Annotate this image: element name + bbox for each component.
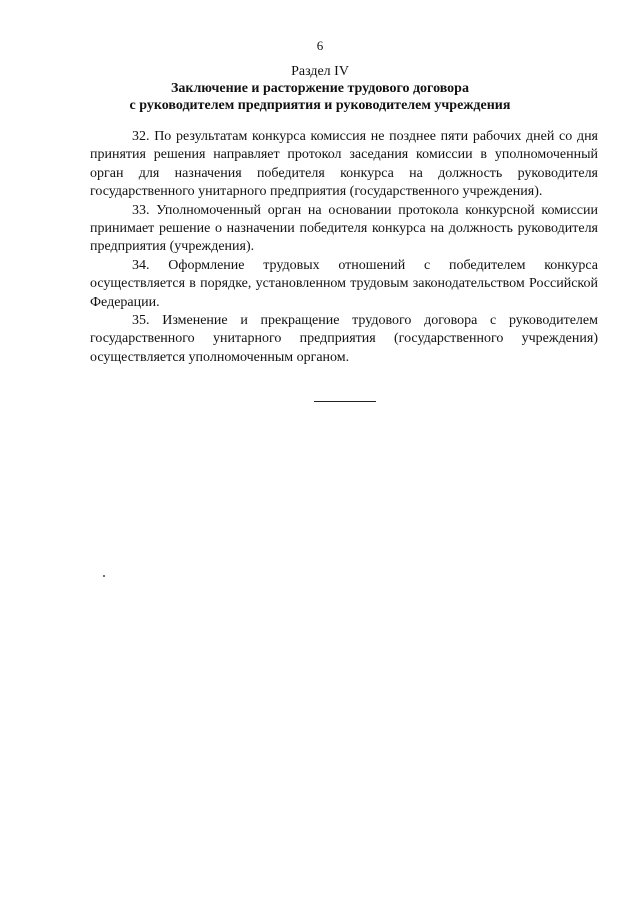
section-title-line-2: с руководителем предприятия и руководителем учреждения [129, 98, 511, 113]
section-title-line-1: Заключение и расторжение трудового договора [171, 81, 469, 96]
paragraph-32: 32. По результатам конкурса комиссия не позднее пяти рабочих дней со дня принятия решения направляет протокол заседания комиссии в уполномоченный орган для назначения победителя конкурса на должность руководителя государственного унитарного предприятия (государственного учреждения). [90, 129, 598, 200]
paragraph-35: 35. Изменение и прекращение трудового договора с руководителем государственного унитарного предприятия (государственного учреждения) осуществляется уполномоченным органом. [90, 313, 598, 365]
end-divider [314, 401, 376, 402]
page-number: 6 [316, 38, 324, 53]
section-body [90, 128, 598, 367]
section-title [0, 80, 640, 114]
section-label: Раздел IV [291, 64, 349, 79]
scan-speck [103, 575, 105, 577]
paragraph-33: 33. Уполномоченный орган на основании протокола конкурсной комиссии принимает решение о назначении победителя конкурса на должность руководителя предприятия (учреждения). [90, 202, 598, 255]
paragraph-34: 34. Оформление трудовых отношений с победителем конкурса осуществляется в порядке, установленном трудовым законодательством Российской Федерации. [90, 257, 598, 310]
